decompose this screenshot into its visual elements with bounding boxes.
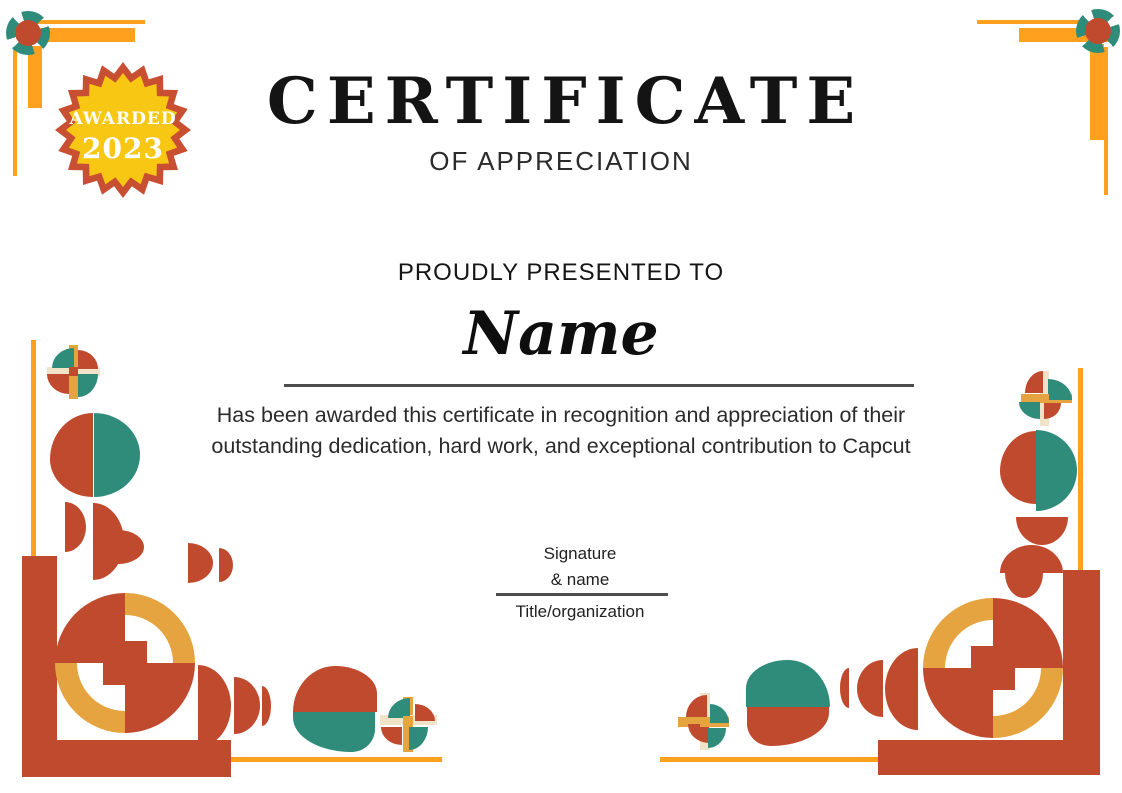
mandala-center	[103, 663, 125, 685]
flower-center	[403, 716, 413, 726]
mandala-center	[971, 646, 993, 668]
presented-to-label: PROUDLY PRESENTED TO	[397, 259, 725, 286]
petal-shape	[409, 727, 428, 750]
mandala-center	[993, 668, 1015, 690]
pinwheel-icon	[6, 11, 50, 55]
recipient-name: Name	[463, 299, 659, 369]
half-disc-shape	[1016, 517, 1068, 545]
certificate-subtitle: OF APPRECIATION	[429, 146, 693, 176]
petal-shape	[1048, 379, 1072, 400]
half-disc-shape	[188, 543, 213, 583]
mandala-quarter	[55, 593, 125, 663]
half-disc-shape	[1005, 573, 1043, 598]
half-disc-shape	[198, 665, 231, 747]
flower-center	[700, 717, 710, 727]
leaf-shape	[1036, 430, 1077, 511]
leaf-shape	[293, 712, 375, 752]
corner-line	[32, 20, 145, 24]
half-disc-shape	[118, 530, 144, 564]
name-underline	[284, 384, 914, 387]
mandala-quarter	[993, 598, 1063, 668]
signature-label	[480, 541, 680, 592]
leaf-shape	[1000, 431, 1036, 504]
petal-shape	[415, 704, 435, 721]
leaf-shape	[50, 413, 93, 497]
mandala-center	[125, 641, 147, 663]
mandala-quarter	[125, 663, 195, 733]
petal-shape	[78, 374, 98, 397]
half-disc-shape	[840, 668, 849, 708]
half-disc-shape	[262, 686, 271, 726]
pinwheel-center	[1085, 18, 1111, 44]
flower-center	[1040, 394, 1049, 403]
signature-underline	[496, 593, 668, 596]
leaf-shape	[747, 707, 829, 746]
leaf-shape	[94, 413, 140, 497]
badge-line2: 2023	[82, 132, 164, 165]
petal-shape	[381, 727, 402, 745]
half-disc-shape	[885, 648, 918, 730]
petal-shape	[710, 704, 729, 723]
signature-line2: & name	[550, 569, 610, 589]
frame-bar	[878, 740, 1100, 775]
petal-shape	[1044, 403, 1061, 419]
stem-line	[31, 340, 36, 556]
petal-shape	[708, 728, 726, 748]
half-disc-shape	[234, 677, 260, 734]
title-organization-label: Title/organization	[515, 602, 645, 621]
baseline-line	[230, 757, 442, 762]
petal-shape	[1025, 371, 1043, 393]
corner-line	[977, 20, 1085, 24]
badge-line1: AWARDED	[69, 109, 177, 129]
half-disc-shape	[65, 502, 86, 552]
petal-shape	[686, 695, 707, 717]
body-text: Has been awarded this certificate in recognition and appreciation of their outstanding dedication, hard work, and exceptional contribution to Capcut	[211, 403, 911, 459]
leaf-shape	[746, 660, 830, 707]
corner-bar	[38, 28, 135, 42]
half-disc-shape	[219, 548, 233, 582]
mandala-quarter	[923, 668, 993, 738]
flower-center	[69, 367, 78, 376]
certificate-title: CERTIFICATE	[266, 64, 865, 139]
pinwheel-icon	[1076, 9, 1120, 53]
leaf-shape	[293, 666, 377, 712]
petal-shape	[388, 698, 410, 718]
petal-shape	[1019, 402, 1040, 419]
pinwheel-center	[15, 20, 41, 46]
half-disc-shape	[1000, 545, 1063, 573]
signature-line1: Signature	[543, 544, 617, 563]
stem-line	[1078, 368, 1083, 570]
half-disc-shape	[857, 660, 883, 717]
petal-shape	[47, 374, 69, 394]
baseline-line	[660, 757, 880, 762]
